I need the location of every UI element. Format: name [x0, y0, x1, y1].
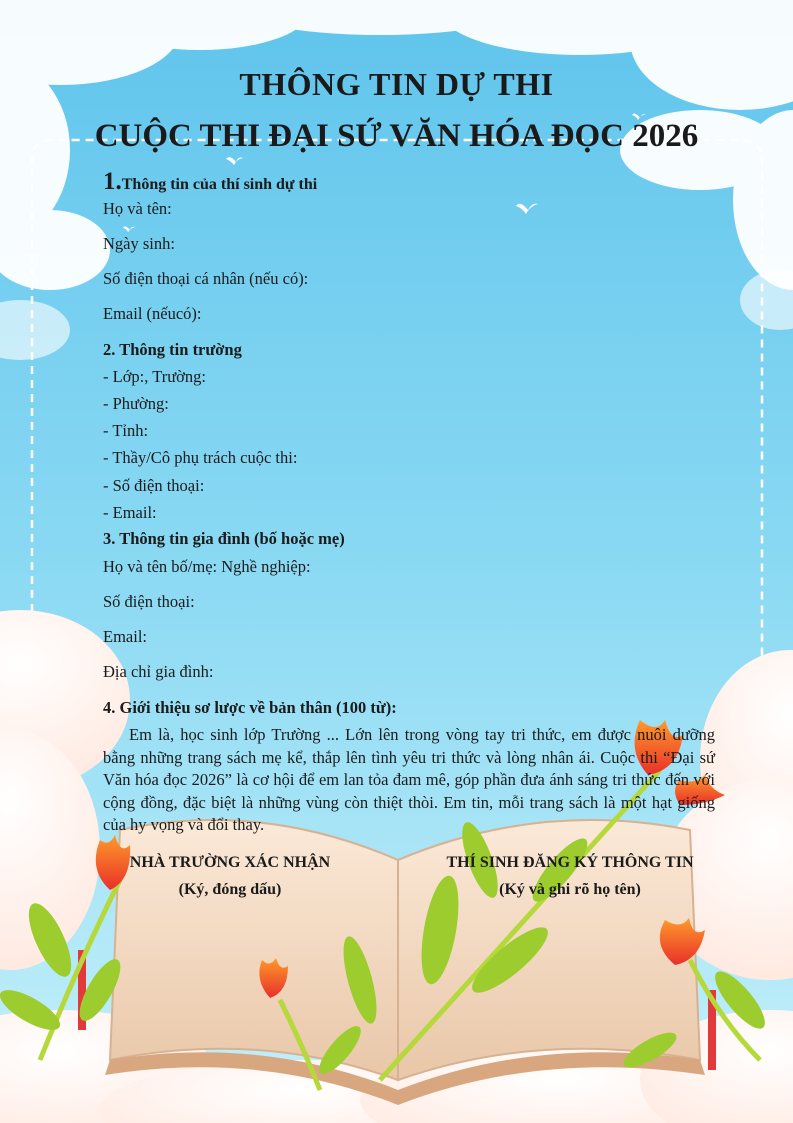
field-parent-phone: Số điện thoại: — [103, 592, 195, 611]
field-class-school: - Lớp:, Trường: — [103, 367, 206, 386]
school-confirmation-title: NHÀ TRƯỜNG XÁC NHẬN — [129, 854, 331, 871]
student-signature-block — [415, 849, 725, 903]
school-confirmation-block — [95, 849, 365, 903]
field-personal-phone: Số điện thoại cá nhân (nếu có): — [103, 269, 309, 288]
student-signature-title: THÍ SINH ĐĂNG KÝ THÔNG TIN — [446, 854, 694, 871]
field-teacher: - Thầy/Cô phụ trách cuộc thi: — [103, 448, 298, 467]
self-introduction-paragraph: Em là, học sinh lớp Trường ... Lớn lên trong vòng tay tri thức, em được nuôi dưỡng bằng những trang sách mẹ kể, thắp lên tình yêu tri thức và lòng nhân ái. Cuộc thi “Đại sứ Văn hóa đọc 2026” là cơ hội để em lan tỏa đam mê, góp phần đưa ánh sáng tri thức đến với cộng đồng, đặc biệt là những vùng còn thiệt thòi. Em tin, mỗi trang sách là một hạt giống của hy vọng và đổi thay. — [103, 725, 715, 834]
field-birth-date: Ngày sinh: — [103, 234, 175, 253]
section3-heading: 3. Thông tin gia đình (bố hoặc mẹ) — [103, 529, 345, 548]
section1-number: 1. — [103, 168, 122, 195]
field-email: Email (nếucó): — [103, 304, 202, 323]
section1-title: Thông tin của thí sinh dự thi — [121, 176, 318, 193]
school-confirmation-note: (Ký, đóng dấu) — [178, 881, 282, 898]
section4-heading: 4. Giới thiệu sơ lược về bản thân (100 từ): — [103, 698, 397, 717]
field-family-address: Địa chỉ gia đình: — [103, 662, 214, 681]
field-school-email: - Email: — [103, 503, 157, 522]
section2-heading: 2. Thông tin trường — [103, 340, 242, 359]
field-parent-name: Họ và tên bố/mẹ: Nghề nghiệp: — [103, 557, 311, 576]
page-subtitle: CUỘC THI ĐẠI SỨ VĂN HÓA ĐỌC 2026 — [94, 118, 699, 154]
field-parent-email: Email: — [103, 627, 147, 646]
page-title: THÔNG TIN DỰ THI — [239, 66, 554, 102]
student-signature-note: (Ký và ghi rõ họ tên) — [499, 881, 641, 898]
section1-heading — [103, 168, 317, 196]
field-province: - Tỉnh: — [103, 421, 149, 440]
field-full-name: Họ và tên: — [103, 199, 172, 218]
field-school-phone: - Số điện thoại: — [103, 476, 205, 495]
field-ward: - Phường: — [103, 394, 169, 413]
